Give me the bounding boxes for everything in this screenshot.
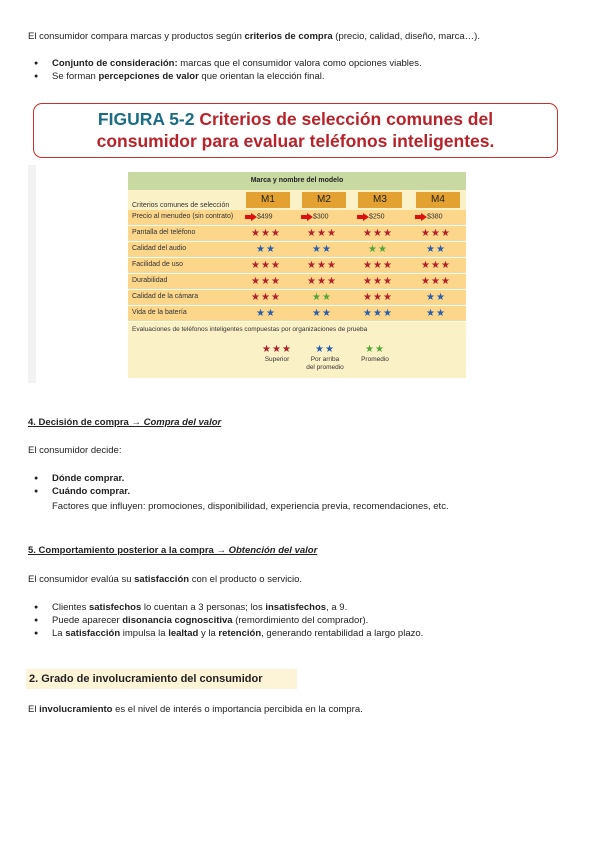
table-header: Marca y nombre del modelo (128, 172, 466, 190)
rating-stars-icon: ★★ (426, 292, 446, 303)
legend-above (304, 344, 346, 372)
list-item: ● Dónde comprar. (28, 472, 130, 485)
criteria-table (128, 172, 466, 378)
legend-label: Promedio (361, 356, 389, 363)
intro-paragraph (28, 30, 480, 43)
rating-stars-icon: ★★★ (307, 228, 337, 239)
model-header-2: M2 (302, 192, 346, 208)
rating-stars-icon: ★★★ (363, 308, 393, 319)
legend-label: Por arriba (310, 356, 340, 363)
rating-stars-icon: ★★★ (421, 260, 451, 271)
price-cell: $499 (245, 213, 273, 220)
legend-label: Superior (264, 356, 290, 363)
model-header-3: M3 (358, 192, 402, 208)
legend-star-icon: ★★★ (262, 344, 292, 355)
rating-stars-icon: ★★ (256, 308, 276, 319)
rating-stars-icon: ★★ (426, 308, 446, 319)
section-5-heading: 5. Comportamiento posterior a la compra → Obtención del valor (28, 545, 318, 556)
legend-star-icon: ★★ (315, 344, 335, 355)
list-item: ● Conjunto de consideración: marcas que el consumidor valora como opciones viables. (28, 57, 422, 70)
rating-stars-icon: ★★ (312, 308, 332, 319)
list-item: ● Clientes satisfechos lo cuentan a 3 personas; los insatisfechos, a 9. (28, 601, 423, 614)
table-row (128, 306, 466, 322)
consideration-list (28, 57, 422, 83)
row-label: Durabilidad (132, 277, 168, 284)
section-4-intro: El consumidor decide: (28, 445, 122, 456)
table-row (128, 242, 466, 258)
table-row (128, 226, 466, 242)
rating-stars-icon: ★★★ (363, 292, 393, 303)
model-header-4: M4 (416, 192, 460, 208)
rating-stars-icon: ★★★ (307, 276, 337, 287)
row-label: Calidad del audio (132, 245, 187, 252)
section-4-heading: 4. Decisión de compra → Compra del valor (28, 417, 222, 428)
legend-superior (256, 344, 298, 364)
rating-stars-icon: ★★★ (421, 228, 451, 239)
row-label: Facilidad de uso (132, 261, 183, 268)
legend-label: del promedio (306, 364, 344, 371)
rating-stars-icon: ★★★ (363, 228, 393, 239)
price-row (128, 210, 466, 226)
section-5-list (28, 601, 423, 640)
price-cell: $250 (357, 213, 385, 220)
arrow-icon (245, 213, 257, 220)
row-label: Vida de la batería (132, 309, 187, 316)
price-cell: $380 (415, 213, 443, 220)
intro-text: El consumidor compara marcas y productos según (28, 31, 245, 42)
rating-stars-icon: ★★★ (363, 276, 393, 287)
section-2-heading: 2. Grado de involucramiento del consumidor (26, 669, 297, 689)
rating-stars-icon: ★★★ (363, 260, 393, 271)
rating-stars-icon: ★★★ (251, 292, 281, 303)
row-label: Pantalla del teléfono (132, 229, 196, 236)
rating-stars-icon: ★★★ (421, 276, 451, 287)
table-row (128, 290, 466, 306)
column-label: Criterios comunes de selección (132, 202, 230, 209)
list-item: ● Puede aparecer disonancia cognoscitiva (remordimiento del comprador). (28, 614, 423, 627)
row-label: Calidad de la cámara (132, 293, 199, 300)
figure-left-bar (28, 165, 36, 383)
arrow-icon (415, 213, 427, 220)
rating-stars-icon: ★★ (256, 244, 276, 255)
figure-title: FIGURA 5-2 Criterios de selección comunes del consumidor para evaluar teléfonos inteligentes. (96, 109, 495, 151)
rating-stars-icon: ★★★ (251, 276, 281, 287)
table-row (128, 274, 466, 290)
model-header-1: M1 (246, 192, 290, 208)
legend-average (354, 344, 396, 364)
list-item: ● Cuándo comprar. (28, 485, 130, 498)
rating-stars-icon: ★★ (312, 292, 332, 303)
section-2-text: El involucramiento es el nivel de interés o importancia percibida en la compra. (28, 704, 363, 715)
intro-text-end: (precio, calidad, diseño, marca…). (332, 31, 480, 42)
row-label: Precio al menudeo (sin contrato) (132, 213, 234, 220)
table-row (128, 258, 466, 274)
rating-stars-icon: ★★ (426, 244, 446, 255)
price-cell: $300 (301, 213, 329, 220)
section-4-factors: Factores que influyen: promociones, disponibilidad, experiencia previa, recomendaciones, etc. (52, 501, 449, 512)
section-4-list (28, 472, 130, 498)
list-item: ● Se forman percepciones de valor que orientan la elección final. (28, 70, 422, 83)
rating-stars-icon: ★★ (368, 244, 388, 255)
intro-bold: criterios de compra (244, 31, 333, 42)
arrow-icon (301, 213, 313, 220)
rating-stars-icon: ★★★ (251, 260, 281, 271)
rating-stars-icon: ★★★ (307, 260, 337, 271)
arrow-icon (357, 213, 369, 220)
legend-star-icon: ★★ (365, 344, 385, 355)
figure-title-box (33, 103, 558, 158)
figure-number: FIGURA 5-2 (97, 109, 195, 129)
table-note: Evaluaciones de teléfonos inteligentes compuestas por organizaciones de prueba (132, 326, 368, 333)
section-5-intro: El consumidor evalúa su satisfacción con el producto o servicio. (28, 574, 303, 585)
rating-stars-icon: ★★ (312, 244, 332, 255)
rating-stars-icon: ★★★ (251, 228, 281, 239)
list-item: ● La satisfacción impulsa la lealtad y la retención, generando rentabilidad a largo plazo. (28, 627, 423, 640)
